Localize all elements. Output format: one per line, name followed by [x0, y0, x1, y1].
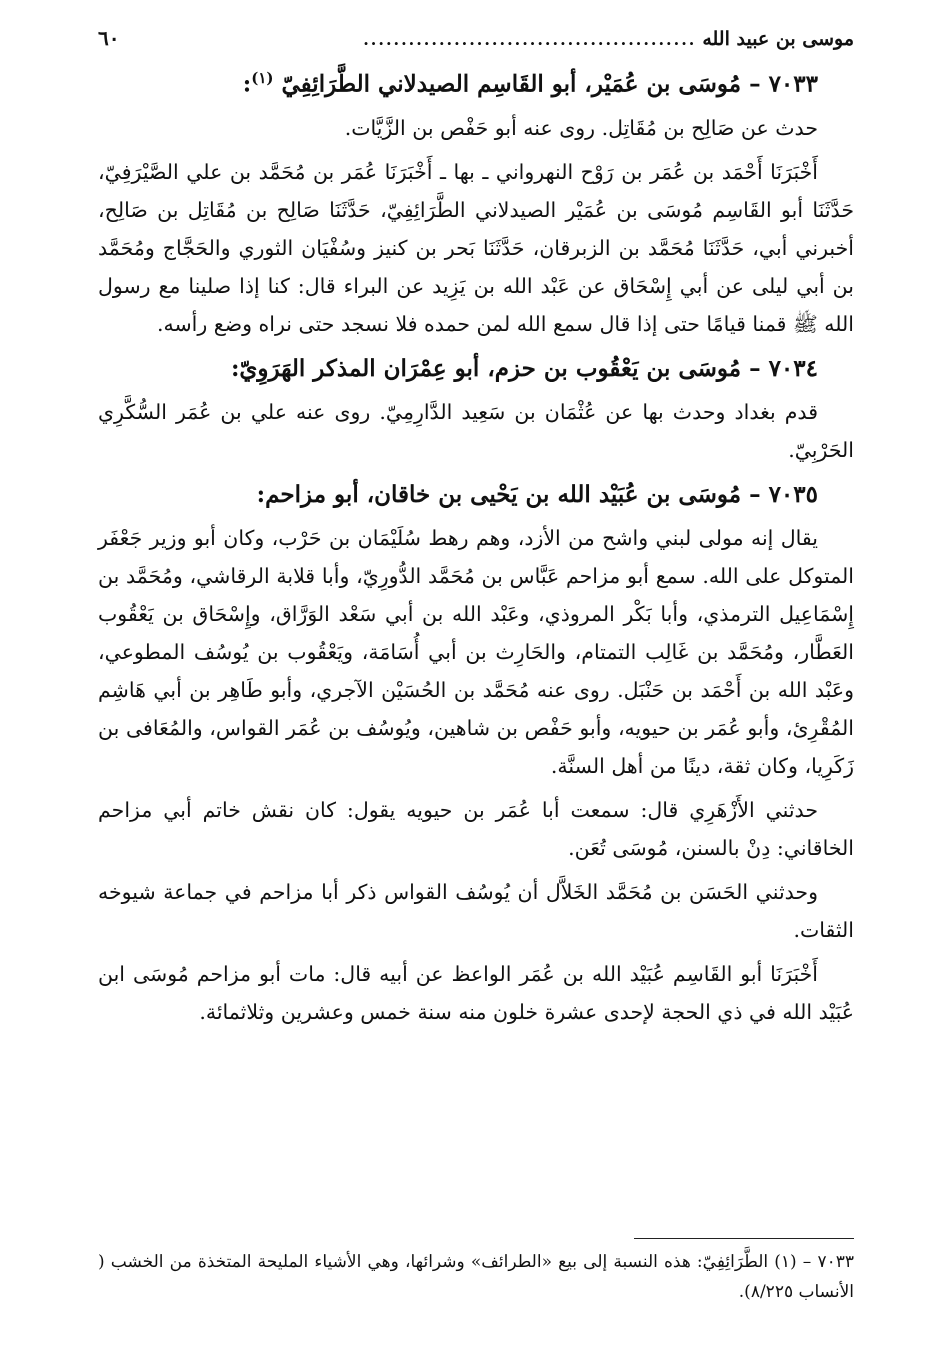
footnote-text: ٧٠٣٣ – (١) الطَّرَائِفِيّ: هذه النسبة إلى بيع «الطرائف» وشرائها، وهي الأشياء المليحة المتخذة من الخشب ( الأنساب ٨/٢٢٥).	[98, 1252, 854, 1302]
running-head-dots: ............................................	[363, 30, 697, 49]
paragraph: حدثني الأَزْهَرِي قال: سمعت أبا عُمَر بن حيويه يقول: كان نقش خاتم أبي مزاحم الخاقاني: دِنْ بالسنن، مُوسَى تُعَن.	[98, 797, 854, 860]
entry-heading-text: ٧٠٣٣ – مُوسَى بن عُمَيْر، أبو القَاسِم الصيدلاني الطَّرَائِفِيّ	[281, 70, 818, 98]
running-head-title: موسى بن عبيد الله	[702, 28, 854, 50]
entry-heading-colon: :	[242, 70, 252, 98]
paragraph: قدم بغداد وحدث بها عن عُثْمَان بن سَعِيد الدَّارِمِيّ. روى عنه علي بن عُمَر السُّكَّرِي الحَرْبِيّ.	[98, 399, 854, 462]
footnote-marker: (١)	[251, 69, 274, 87]
page-number: ٦٠	[98, 26, 120, 50]
paragraph: يقال إنه مولى لبني واشح من الأزد، وهم رهط سُلَيْمَان بن حَرْب، وكان أبو وزير جَعْفَر المتوكل على الله. سمع أبو مزاحم عَبَّاس بن مُحَمَّد الدُّورِيّ، وأبا قلابة الرقاشي، ومُحَمَّد بن إِسْمَاعِيل الترمذي، وأبا بَكْر المروذي، وعَبْد الله بن أبي سَعْد الوَرَّاق، وإِسْحَاق بن يَعْقُوب العَطَّار، ومُحَمَّد بن غَالِب التمتام، والحَارِث بن أبي أُسَامَة، ويَعْقُوب بن يُوسُف المطوعي، وعَبْد الله بن أَحْمَد بن حَنْبَل. روى عنه مُحَمَّد بن الحُسَيْن الآجري، وأبو طَاهِر بن أبي هَاشِم المُقْرِئ، وأبو عُمَر بن حيويه، وأبو حَفْص بن شاهين، ويُوسُف بن عُمَر القواس، والمُعَافى بن زَكَرِيا، وكان ثقة، دينًا من أهل السنَّة.	[98, 525, 854, 778]
paragraph: حدث عن صَالِح بن مُقَاتِل. روى عنه أبو حَفْص بن الزَّيَّات.	[344, 115, 818, 140]
running-head	[98, 24, 854, 54]
entry-heading-7035: ٧٠٣٥ – مُوسَى بن عُبَيْد الله بن يَحْيى بن خاقان، أبو مزاحم:	[256, 480, 818, 508]
entry-heading-7034: ٧٠٣٤ – مُوسَى بن يَعْقُوب بن حزم، أبو عِمْرَان المذكر الهَرَوِيّ:	[230, 354, 818, 382]
paragraph: أَخْبَرَنَا أَحْمَد بن عُمَر بن رَوْح النهرواني ـ بها ـ أَخْبَرَنَا عُمَر بن مُحَمَّد بن علي الصَّيْرَفِيّ، حَدَّثَنَا أبو القَاسِم مُوسَى بن عُمَيْر الصيدلاني الطَّرَائِفِيّ، حَدَّثَنَا صَالِح بن مُقَاتِل بن صَالِح، أخبرني أبي، حَدَّثَنَا مُحَمَّد بن الزبرقان، حَدَّثَنَا بَحر بن كنيز وسُفْيَان الثوري والحَجَّاج ومُحَمَّد بن أبي ليلى عن أبي إِسْحَاق عن عَبْد الله بن يَزِيد عن البراء قال: كنا إذا صلينا مع رسول الله ﷺ قمنا قيامًا حتى إذا قال سمع الله لمن حمده فلا نسجد حتى نراه وضع رأسه.	[98, 159, 854, 336]
entry-heading-7033	[98, 58, 818, 105]
footnotes	[98, 1238, 854, 1307]
paragraph: وحدثني الحَسَن بن مُحَمَّد الخَلاَّل أن يُوسُف القواس ذكر أبا مزاحم في جماعة شيوخه الثقات.	[98, 879, 854, 942]
running-head-title-group	[363, 25, 854, 54]
paragraph: أَخْبَرَنَا أبو القَاسِم عُبَيْد الله بن عُمَر الواعظ عن أبيه قال: مات أبو مزاحم مُوسَى ابن عُبَيْد الله في ذي الحجة لإحدى عشرة خلون منه سنة خمس وعشرين وثلاثمائة.	[98, 961, 854, 1024]
footnote-rule	[634, 1238, 854, 1239]
